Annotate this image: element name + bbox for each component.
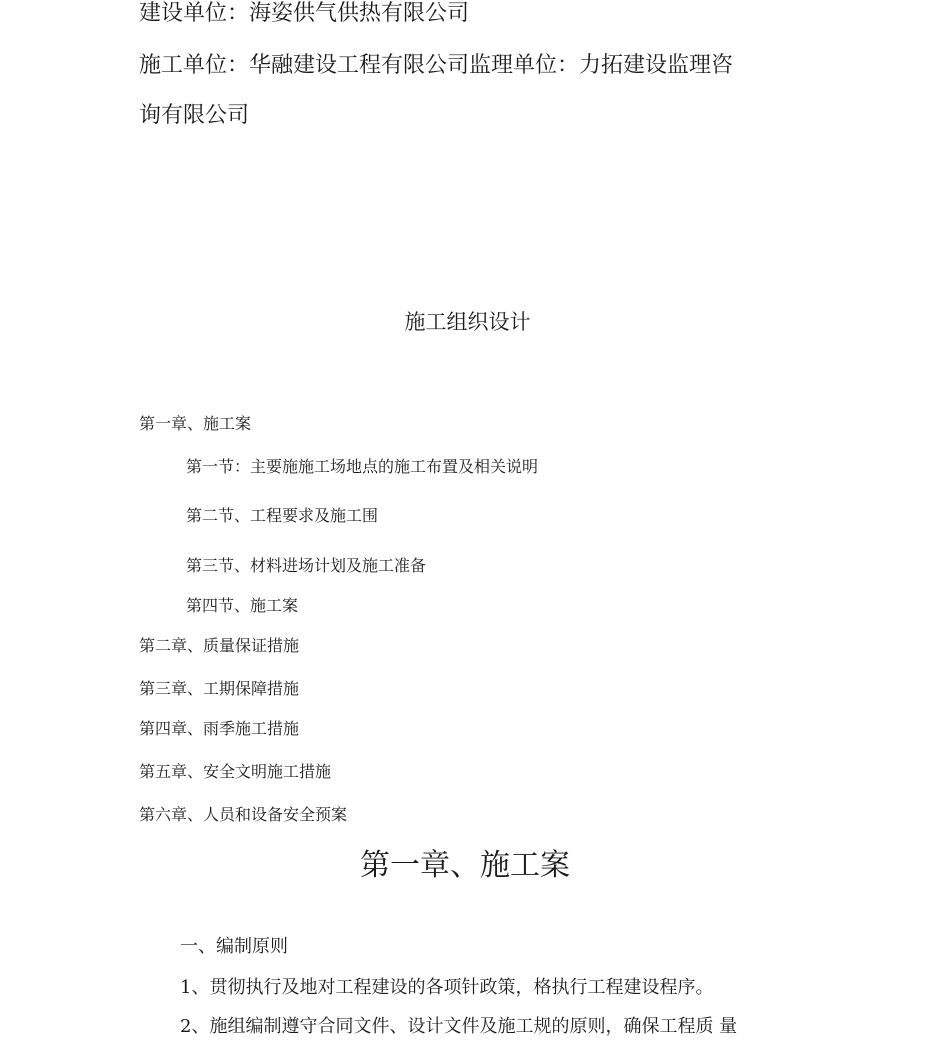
- principle-item-2: 2、施组编制遵守合同文件、设计文件及施工规的原则，确保工程质 量: [180, 1016, 738, 1037]
- contractor-supervisor-line-continued: 询有限公司: [139, 103, 250, 128]
- toc-chapter-1: 第一章、施工案: [139, 414, 252, 433]
- owner-unit-line: 建设单位：海姿供气供热有限公司: [139, 1, 470, 26]
- contractor-supervisor-line: 施工单位：华融建设工程有限公司监理单位：力拓建设监理咨: [139, 53, 734, 78]
- toc-chapter-5: 第五章、安全文明施工措施: [139, 762, 332, 781]
- document-title: 施工组织设计: [404, 310, 531, 334]
- toc-chapter-6: 第六章、人员和设备安全预案: [139, 805, 348, 824]
- section-heading-principles: 一、编制原则: [180, 936, 288, 957]
- toc-chapter-3: 第三章、工期保障措施: [139, 679, 300, 698]
- toc-section-1: 第一节：主要施施工场地点的施工布置及相关说明: [186, 457, 539, 476]
- toc-chapter-4: 第四章、雨季施工措施: [139, 719, 300, 738]
- toc-section-2: 第二节、工程要求及施工围: [186, 506, 379, 525]
- principle-item-1: 1、贯彻执行及地对工程建设的各项针政策，格执行工程建设程序。: [180, 977, 714, 998]
- chapter-1-heading: 第一章、施工案: [360, 848, 570, 883]
- toc-section-3: 第三节、材料进场计划及施工准备: [186, 556, 427, 575]
- toc-section-4: 第四节、施工案: [186, 596, 299, 615]
- toc-chapter-2: 第二章、质量保证措施: [139, 636, 300, 655]
